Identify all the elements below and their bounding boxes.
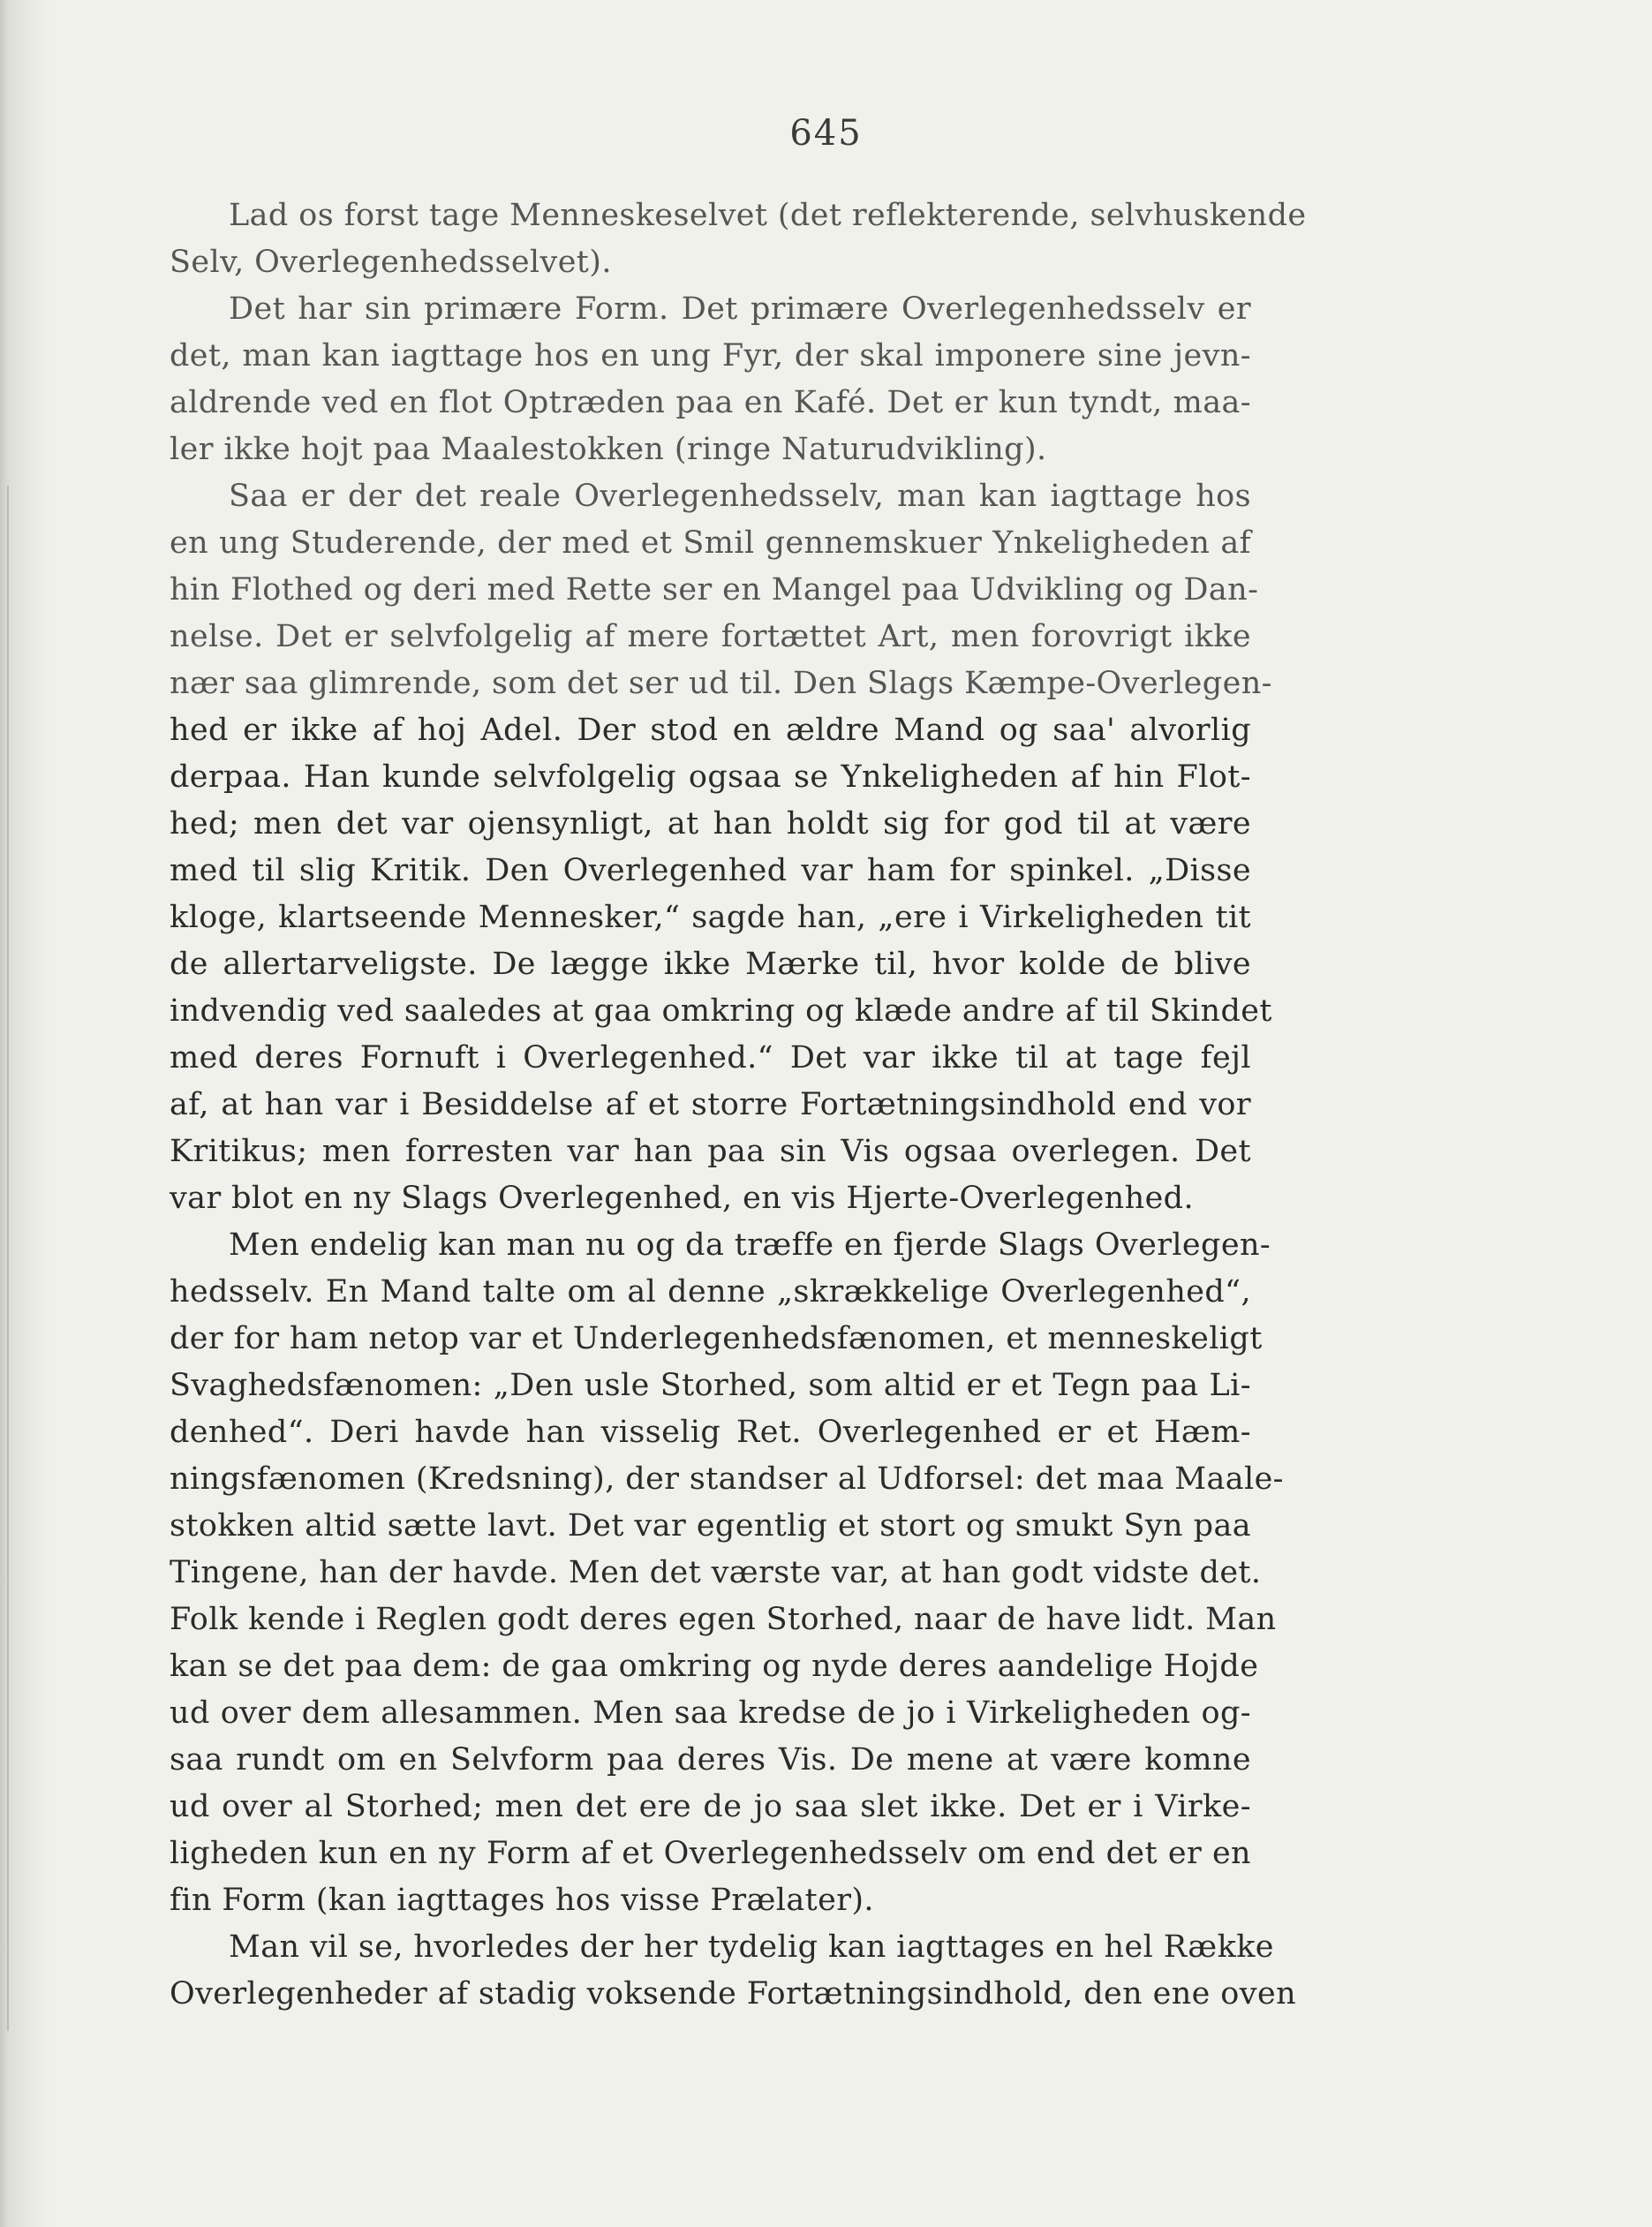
text-line: saa rundt om en Selvform paa deres Vis. De mene at være komne bbox=[170, 1742, 1251, 1778]
text-line: Man vil se, hvorledes der her tydelig kan iagttages en hel Række bbox=[229, 1929, 1274, 1965]
text-line: kan se det paa dem: de gaa omkring og nyde deres aandelige Hojde bbox=[170, 1649, 1259, 1684]
text-line: Folk kende i Reglen godt deres egen Storhed, naar de have lidt. Man bbox=[170, 1602, 1277, 1637]
text-line: var blot en ny Slags Overlegenhed, en vis Hjerte-Overlegenhed. bbox=[170, 1181, 1195, 1216]
page-number: 645 bbox=[789, 113, 863, 154]
text-line: denhed“. Deri havde han visselig Ret. Overlegenhed er et Hæm- bbox=[170, 1415, 1251, 1450]
text-line: hed er ikke af hoj Adel. Der stod en ældre Mand og saa' alvorlig bbox=[170, 713, 1251, 748]
text-line: nelse. Det er selvfolgelig af mere fortættet Art, men forovrigt ikke bbox=[170, 619, 1251, 654]
text-line: nær saa glimrende, som det ser ud til. Den Slags Kæmpe-Overlegen- bbox=[170, 666, 1272, 701]
text-line: ningsfænomen (Kredsning), der standser al Udforsel: det maa Maale- bbox=[170, 1461, 1284, 1497]
text-line: Det har sin primære Form. Det primære Overlegenhedsselv er bbox=[229, 291, 1251, 327]
text-line: hin Flothed og deri med Rette ser en Mangel paa Udvikling og Dan- bbox=[170, 572, 1259, 608]
text-line: kloge, klartseende Mennesker,“ sagde han, „ere i Virkeligheden tit bbox=[170, 900, 1251, 935]
binding-edge bbox=[7, 486, 9, 2031]
text-line: ligheden kun en ny Form af et Overlegenhedsselv om end det er en bbox=[170, 1836, 1251, 1871]
text-line: med deres Fornuft i Overlegenhed.“ Det var ikke til at tage fejl bbox=[170, 1040, 1251, 1076]
text-line: Lad os forst tage Menneskeselvet (det reflekterende, selvhuskende bbox=[229, 198, 1307, 233]
text-line: ud over dem allesammen. Men saa kredse de jo i Virkeligheden og- bbox=[170, 1695, 1251, 1731]
text-line: fin Form (kan iagttages hos visse Prælater). bbox=[170, 1883, 874, 1918]
text-line: Svaghedsfænomen: „Den usle Storhed, som altid er et Tegn paa Li- bbox=[170, 1368, 1251, 1403]
text-line: af, at han var i Besiddelse af et storre Fortætningsindhold end vor bbox=[170, 1087, 1251, 1122]
text-line: Tingene, han der havde. Men det værste var, at han godt vidste det. bbox=[170, 1555, 1262, 1590]
text-line: de allertarveligste. De lægge ikke Mærke til, hvor kolde de blive bbox=[170, 947, 1251, 982]
text-line: ud over al Storhed; men det ere de jo saa slet ikke. Det er i Virke- bbox=[170, 1789, 1251, 1824]
text-line: Men endelig kan man nu og da træffe en fjerde Slags Overlegen- bbox=[229, 1227, 1271, 1263]
text-line: Saa er der det reale Overlegenhedsselv, man kan iagttage hos bbox=[229, 479, 1251, 514]
text-line: ler ikke hojt paa Maalestokken (ringe Naturudvikling). bbox=[170, 432, 1047, 467]
text-line: derpaa. Han kunde selvfolgelig ogsaa se Ynkeligheden af hin Flot- bbox=[170, 759, 1251, 795]
text-line: en ung Studerende, der med et Smil gennemskuer Ynkeligheden af bbox=[170, 525, 1251, 561]
text-line: hedsselv. En Mand talte om al denne „skrækkelige Overlegenhed“, bbox=[170, 1274, 1251, 1310]
text-line: Overlegenheder af stadig voksende Fortætningsindhold, den ene oven bbox=[170, 1976, 1297, 2012]
text-line: indvendig ved saaledes at gaa omkring og klæde andre af til Skindet bbox=[170, 993, 1272, 1029]
text-line: med til slig Kritik. Den Overlegenhed var ham for spinkel. „Disse bbox=[170, 853, 1251, 888]
text-line: stokken altid sætte lavt. Det var egentlig et stort og smukt Syn paa bbox=[170, 1508, 1251, 1544]
body-text bbox=[170, 193, 1307, 2018]
text-line: hed; men det var ojensynligt, at han holdt sig for god til at være bbox=[170, 806, 1251, 842]
text-line: aldrende ved en flot Optræden paa en Kafé. Det er kun tyndt, maa- bbox=[170, 385, 1251, 420]
text-line: det, man kan iagttage hos en ung Fyr, der skal imponere sine jevn- bbox=[170, 338, 1251, 374]
text-line: Selv, Overlegenhedsselvet). bbox=[170, 245, 612, 280]
text-line: Kritikus; men forresten var han paa sin Vis ogsaa overlegen. Det bbox=[170, 1134, 1251, 1169]
text-line: der for ham netop var et Underlegenhedsfænomen, et menneskeligt bbox=[170, 1321, 1263, 1356]
